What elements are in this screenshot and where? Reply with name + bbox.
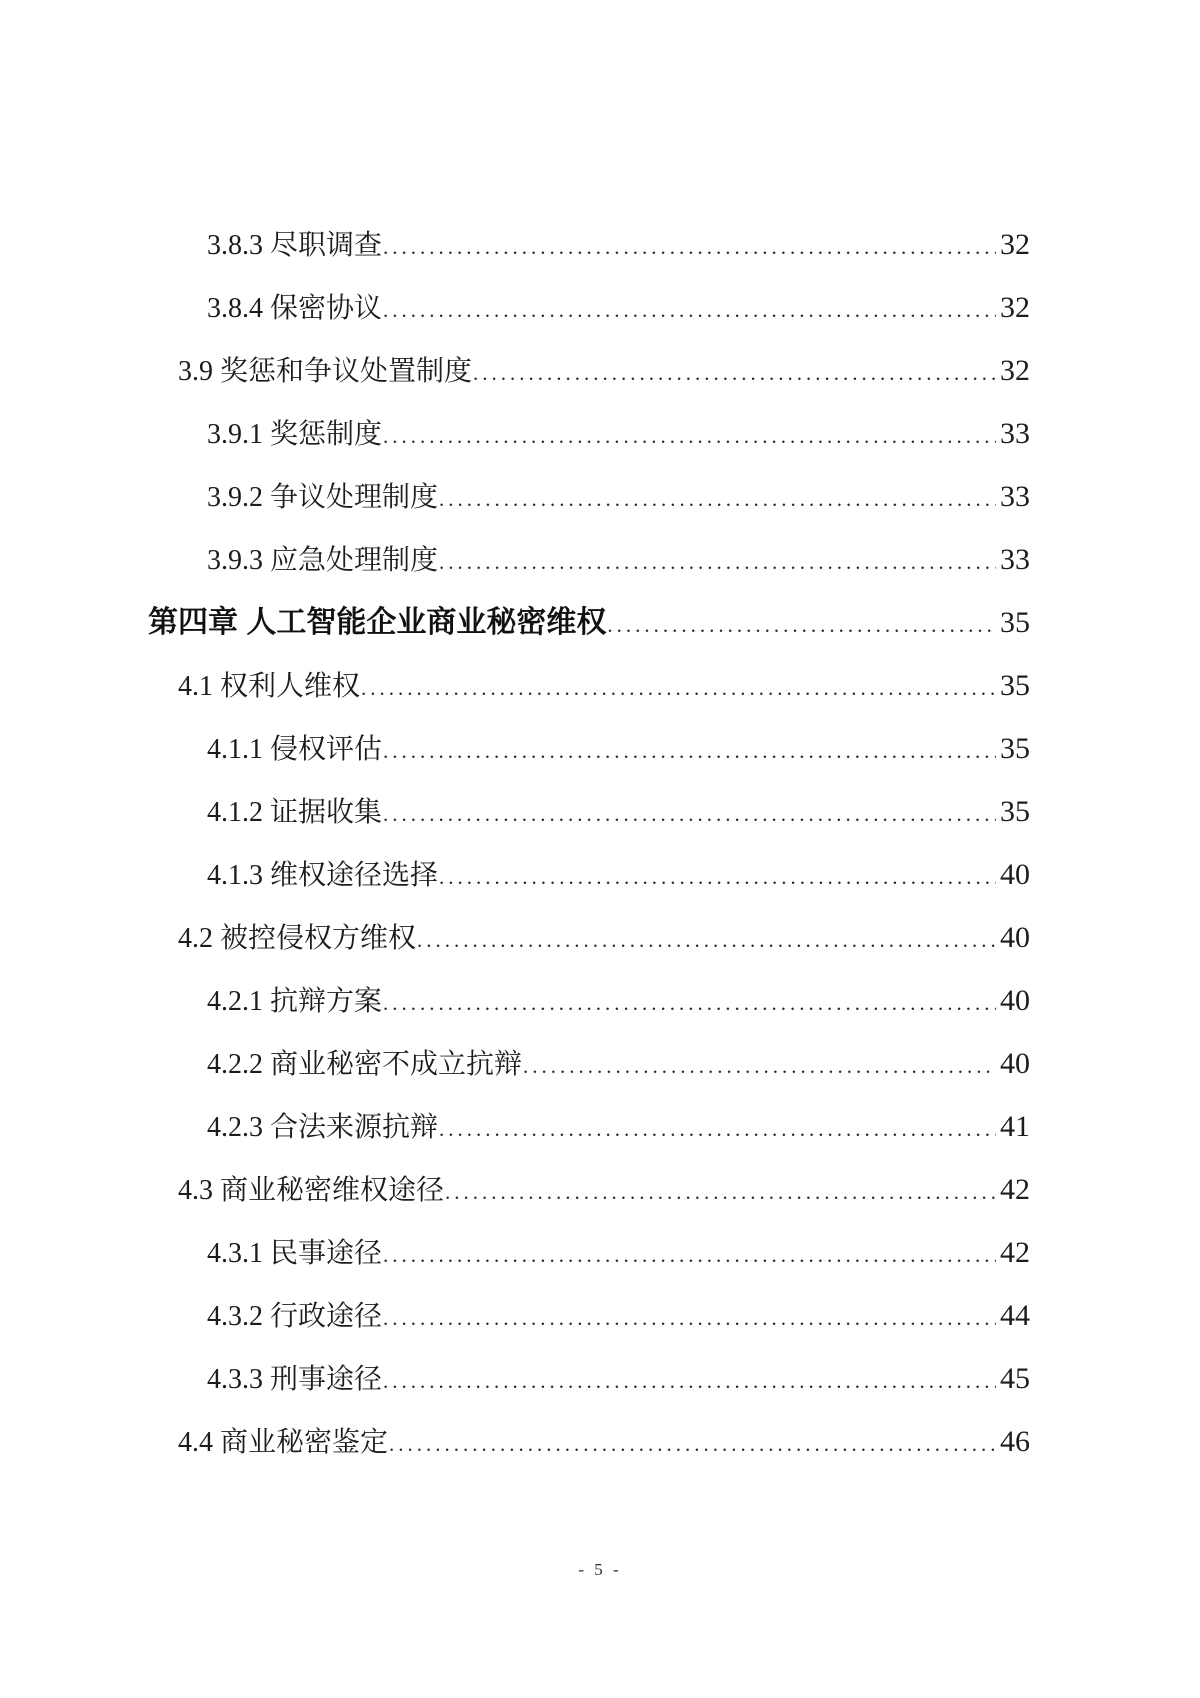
toc-page-number: 35 bbox=[1000, 732, 1030, 765]
toc-leader-dots bbox=[445, 1177, 996, 1207]
toc-entry-label: 4.1 权利人维权 bbox=[178, 671, 361, 702]
toc-page-number: 32 bbox=[1000, 228, 1030, 261]
toc-entry[interactable] bbox=[148, 277, 1030, 340]
toc-page-number: 32 bbox=[1000, 354, 1030, 387]
toc-entry-label: 3.8.4 保密协议 bbox=[207, 293, 383, 324]
toc-entry-label: 4.4 商业秘密鉴定 bbox=[178, 1427, 389, 1458]
toc-entry-label: 4.2.1 抗辩方案 bbox=[207, 986, 383, 1017]
toc-page-number: 33 bbox=[1000, 417, 1030, 450]
table-of-contents bbox=[148, 214, 1030, 1474]
toc-page-number: 32 bbox=[1000, 291, 1030, 324]
toc-leader-dots bbox=[523, 1051, 996, 1081]
toc-entry[interactable] bbox=[148, 1411, 1030, 1474]
toc-entry-label: 4.1.1 侵权评估 bbox=[207, 734, 383, 765]
toc-leader-dots bbox=[439, 1114, 996, 1144]
toc-entry[interactable] bbox=[148, 214, 1030, 277]
toc-page-number: 40 bbox=[1000, 1047, 1030, 1080]
toc-page-number: 44 bbox=[1000, 1299, 1030, 1332]
toc-leader-dots bbox=[383, 421, 996, 451]
toc-entry[interactable] bbox=[148, 655, 1030, 718]
toc-leader-dots bbox=[383, 1303, 996, 1333]
toc-page-number: 42 bbox=[1000, 1173, 1030, 1206]
toc-page-number: 35 bbox=[1000, 795, 1030, 828]
toc-entry[interactable] bbox=[148, 466, 1030, 529]
toc-page-number: 40 bbox=[1000, 858, 1030, 891]
toc-entry-label: 3.9 奖惩和争议处置制度 bbox=[178, 356, 473, 387]
toc-page-number: 41 bbox=[1000, 1110, 1030, 1143]
toc-entry[interactable] bbox=[148, 718, 1030, 781]
toc-entry-label: 4.3 商业秘密维权途径 bbox=[178, 1175, 445, 1206]
toc-entry[interactable] bbox=[148, 1222, 1030, 1285]
toc-leader-dots bbox=[383, 736, 996, 766]
toc-entry[interactable] bbox=[148, 907, 1030, 970]
toc-entry-label: 3.9.3 应急处理制度 bbox=[207, 545, 439, 576]
toc-page-number: 35 bbox=[1000, 669, 1030, 702]
toc-entry[interactable] bbox=[148, 1033, 1030, 1096]
toc-entry[interactable] bbox=[148, 1348, 1030, 1411]
toc-page-number: 33 bbox=[1000, 543, 1030, 576]
toc-leader-dots bbox=[389, 1429, 996, 1459]
toc-entry-label: 4.2 被控侵权方维权 bbox=[178, 923, 417, 954]
toc-leader-dots bbox=[361, 673, 996, 703]
toc-entry-label: 4.3.1 民事途径 bbox=[207, 1238, 383, 1269]
toc-leader-dots bbox=[417, 925, 996, 955]
toc-page-number: 35 bbox=[1000, 606, 1030, 639]
toc-entry[interactable] bbox=[148, 403, 1030, 466]
toc-page-number: 42 bbox=[1000, 1236, 1030, 1269]
toc-leader-dots bbox=[607, 610, 996, 640]
toc-entry[interactable] bbox=[148, 781, 1030, 844]
toc-entry-label: 3.9.1 奖惩制度 bbox=[207, 419, 383, 450]
toc-entry[interactable] bbox=[148, 1096, 1030, 1159]
toc-page-number: 33 bbox=[1000, 480, 1030, 513]
toc-entry-label: 3.8.3 尽职调查 bbox=[207, 230, 383, 261]
toc-entry-label: 第四章 人工智能企业商业秘密维权 bbox=[148, 606, 607, 639]
toc-entry[interactable] bbox=[148, 340, 1030, 403]
toc-entry-label: 4.1.2 证据收集 bbox=[207, 797, 383, 828]
toc-leader-dots bbox=[383, 1366, 996, 1396]
toc-entry-label: 4.1.3 维权途径选择 bbox=[207, 860, 439, 891]
toc-entry[interactable] bbox=[148, 970, 1030, 1033]
toc-leader-dots bbox=[383, 1240, 996, 1270]
toc-leader-dots bbox=[383, 232, 996, 262]
toc-leader-dots bbox=[473, 358, 996, 388]
toc-page-number: 40 bbox=[1000, 984, 1030, 1017]
toc-entry[interactable] bbox=[148, 1159, 1030, 1222]
toc-entry-label: 4.2.2 商业秘密不成立抗辩 bbox=[207, 1049, 523, 1080]
toc-entry-label: 3.9.2 争议处理制度 bbox=[207, 482, 439, 513]
toc-page-number: 45 bbox=[1000, 1362, 1030, 1395]
toc-leader-dots bbox=[383, 988, 996, 1018]
toc-entry-label: 4.3.2 行政途径 bbox=[207, 1301, 383, 1332]
toc-leader-dots bbox=[383, 295, 996, 325]
toc-leader-dots bbox=[439, 862, 996, 892]
toc-page-number: 40 bbox=[1000, 921, 1030, 954]
toc-leader-dots bbox=[439, 547, 996, 577]
page-footer-number: - 5 - bbox=[578, 1560, 622, 1579]
toc-leader-dots bbox=[439, 484, 996, 514]
toc-entry-label: 4.3.3 刑事途径 bbox=[207, 1364, 383, 1395]
toc-entry[interactable] bbox=[148, 844, 1030, 907]
toc-entry[interactable] bbox=[148, 529, 1030, 592]
toc-page-number: 46 bbox=[1000, 1425, 1030, 1458]
toc-entry-label: 4.2.3 合法来源抗辩 bbox=[207, 1112, 439, 1143]
toc-entry[interactable] bbox=[148, 592, 1030, 655]
toc-leader-dots bbox=[383, 799, 996, 829]
toc-entry[interactable] bbox=[148, 1285, 1030, 1348]
